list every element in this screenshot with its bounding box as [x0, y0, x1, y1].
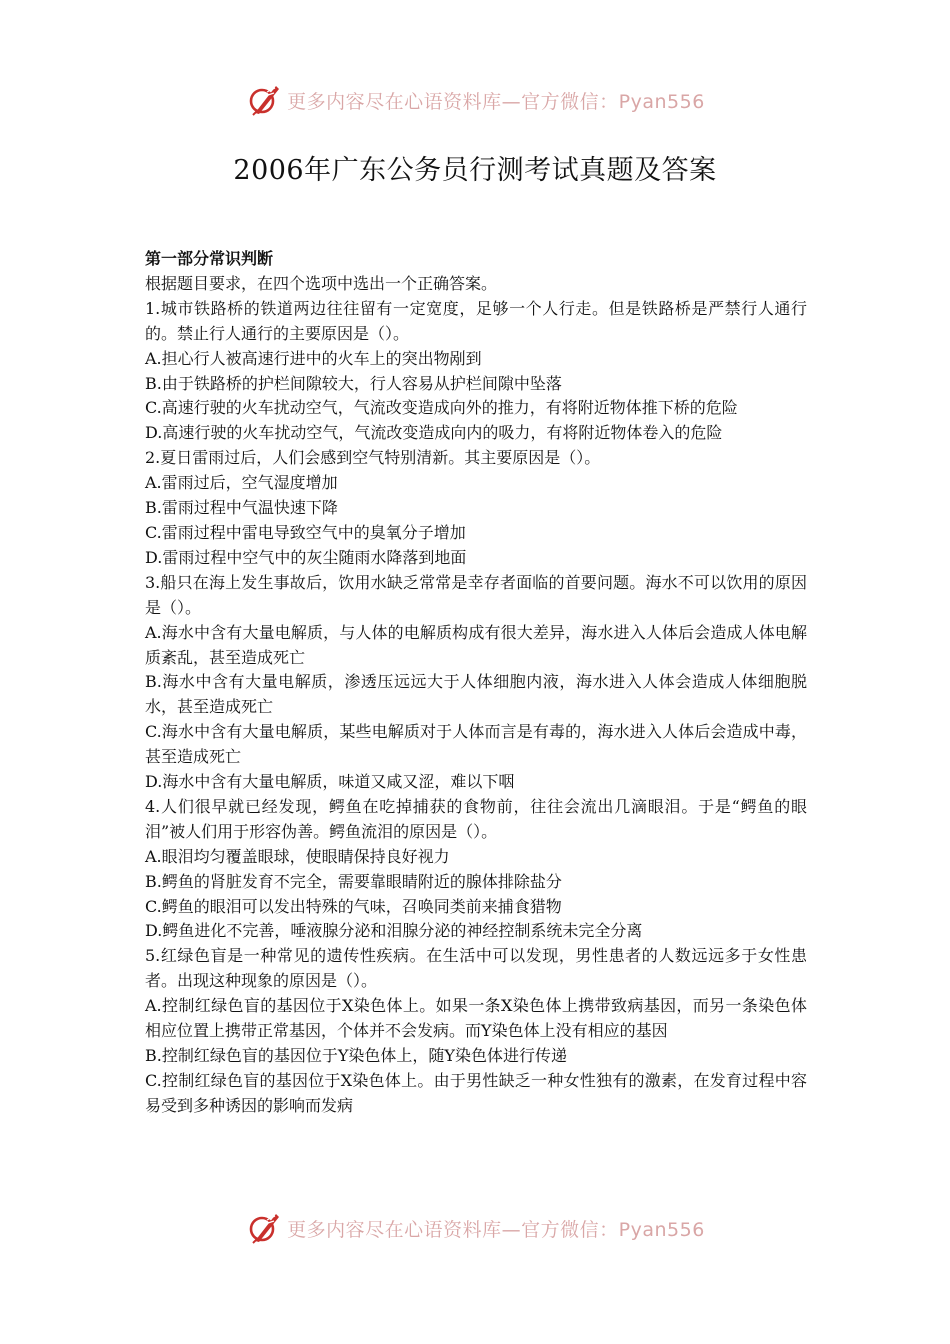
option-item: B.由于铁路桥的护栏间隙较大，行人容易从护栏间隙中坠落 — [145, 373, 562, 393]
option-item: A.海水中含有大量电解质，与人体的电解质构成有很大差异，海水进入人体后会造成人体电解质紊乱，甚至造成死亡 — [145, 622, 807, 667]
option-item: B.海水中含有大量电解质，渗透压远远大于人体细胞内液，海水进入人体会造成人体细胞脱水，甚至造成死亡 — [145, 672, 807, 717]
option-item: C.海水中含有大量电解质，某些电解质对于人体而言是有毒的，海水进入人体后会造成中毒，甚至造成死亡 — [145, 722, 807, 767]
page-title: 2006年广东公务员行测考试真题及答案 — [233, 155, 717, 186]
question-stem: 2.夏日雷雨过后，人们会感到空气特别清新。其主要原因是（）。 — [145, 448, 601, 468]
option-item: C.控制红绿色盲的基因位于X染色体上。由于男性缺乏一种女性独有的激素，在发育过程中容易受到多种诱因的影响而发病 — [145, 1070, 807, 1115]
footer-watermark-banner — [0, 1206, 950, 1250]
question-stem: 3.船只在海上发生事故后，饮用水缺乏常常是幸存者面临的首要问题。海水不可以饮用的原因是（）。 — [145, 572, 807, 617]
section-instruction: 根据题目要求，在四个选项中选出一个正确答案。 — [145, 273, 498, 293]
option-item: D.海水中含有大量电解质，味道又咸又涩，难以下咽 — [145, 772, 515, 792]
option-item: C.高速行驶的火车扰动空气，气流改变造成向外的推力，有将附近物体推下桥的危险 — [145, 398, 738, 418]
option-item: A.担心行人被高速行进中的火车上的突出物剐到 — [145, 348, 482, 368]
banner-text: 更多内容尽在心语资料库—官方微信：Pyan556 — [287, 90, 705, 113]
quill-pen-icon — [245, 1208, 285, 1248]
question-stem: 5.红绿色盲是一种常见的遗传性疾病。在生活中可以发现，男性患者的人数远远多于女性患者。出现这种现象的原因是（）。 — [145, 946, 807, 991]
option-item: C.鳄鱼的眼泪可以发出特殊的气味，召唤同类前来捕食猎物 — [145, 896, 562, 916]
header-watermark-banner — [0, 78, 950, 122]
section-heading: 第一部分常识判断 — [145, 249, 274, 268]
option-item: D.雷雨过程中空气中的灰尘随雨水降落到地面 — [145, 547, 467, 567]
option-item: A.眼泪均匀覆盖眼球，使眼睛保持良好视力 — [145, 846, 450, 866]
option-item: A.雷雨过后，空气湿度增加 — [145, 473, 338, 493]
option-item: B.雷雨过程中气温快速下降 — [145, 498, 338, 518]
option-item: D.鳄鱼进化不完善，唾液腺分泌和泪腺分泌的神经控制系统未完全分离 — [145, 921, 643, 941]
question-stem: 4.人们很早就已经发现，鳄鱼在吃掉捕获的食物前，往往会流出几滴眼泪。于是“鳄鱼的眼泪”被人们用于形容伪善。鳄鱼流泪的原因是（）。 — [145, 796, 807, 841]
quill-pen-icon — [245, 80, 285, 120]
document-body — [145, 247, 807, 1119]
option-item: C.雷雨过程中雷电导致空气中的臭氧分子增加 — [145, 522, 466, 542]
option-item: B.鳄鱼的肾脏发育不完全，需要靠眼睛附近的腺体排除盐分 — [145, 871, 562, 891]
option-item: D.高速行驶的火车扰动空气，气流改变造成向内的吸力，有将附近物体卷入的危险 — [145, 423, 723, 443]
option-item: B.控制红绿色盲的基因位于Y染色体上，随Y染色体进行传递 — [145, 1046, 567, 1065]
option-item: A.控制红绿色盲的基因位于X染色体上。如果一条X染色体上携带致病基因，而另一条染色体相应位置上携带正常基因，个体并不会发病。而Y染色体上没有相应的基因 — [145, 996, 807, 1041]
banner-text: 更多内容尽在心语资料库—官方微信：Pyan556 — [287, 1218, 705, 1241]
question-stem: 1.城市铁路桥的铁道两边往往留有一定宽度，足够一个人行走。但是铁路桥是严禁行人通行的。禁止行人通行的主要原因是（）。 — [145, 298, 807, 343]
